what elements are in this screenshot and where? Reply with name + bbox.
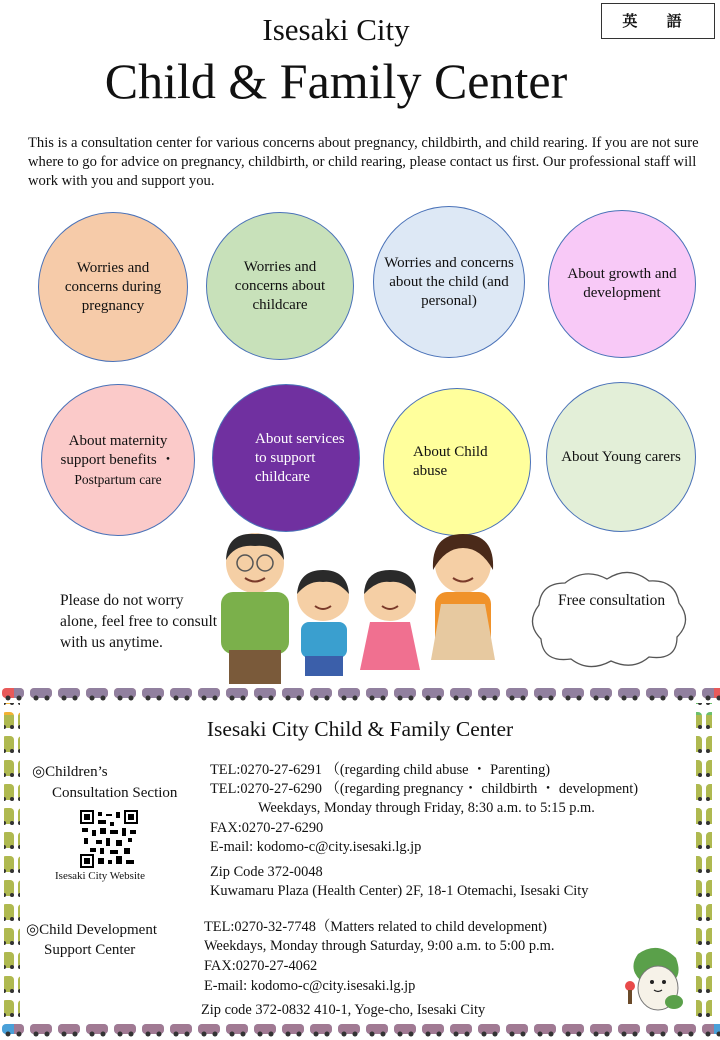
topic-abuse-label: About Child abuse bbox=[413, 444, 488, 479]
section2-fax: FAX:0270-27-4062 bbox=[204, 958, 318, 974]
topic-services bbox=[212, 384, 360, 532]
topic-carers-label: About Young carers bbox=[561, 448, 681, 465]
section1-zip: Zip Code 372-0048 bbox=[210, 864, 323, 880]
section1-name-line1: ◎Children’s bbox=[32, 764, 108, 780]
section2-hours: Weekdays, Monday through Saturday, 9:00 a.m. to 5:00 p.m. bbox=[204, 938, 555, 954]
section1-tel1: TEL:0270-27-6291 （(regarding child abuse ・ Parenting) bbox=[210, 762, 551, 778]
section1-tel2: TEL:0270-27-6290 （(regarding pregnancy・ childbirth ・ development) bbox=[210, 781, 639, 797]
speech-cloud bbox=[525, 565, 695, 675]
topic-services-label: About services to support childcare bbox=[255, 430, 345, 485]
topic-pregnancy bbox=[38, 212, 188, 362]
section1-fax: FAX:0270-27-6290 bbox=[210, 820, 324, 836]
topic-child-personal-label: Worries and concerns about the child (and personal) bbox=[384, 254, 514, 309]
topic-carers bbox=[546, 382, 696, 532]
topic-child-personal bbox=[373, 206, 525, 358]
page-subtitle: Isesaki City bbox=[262, 12, 410, 47]
topic-childcare-label: Worries and concerns about childcare bbox=[234, 258, 326, 313]
support-message: Please do not worry alone, feel free to consult with us anytime. bbox=[60, 592, 218, 651]
page-title: Child & Family Center bbox=[104, 53, 568, 109]
section2-name-line2: Support Center bbox=[44, 942, 136, 958]
topic-maternity bbox=[41, 384, 195, 536]
topic-growth bbox=[548, 210, 696, 358]
section2-address: Zip code 372-0832 410-1, Yoge-cho, Isesaki City bbox=[201, 1002, 486, 1018]
family-illustration bbox=[205, 530, 525, 690]
topic-childcare bbox=[206, 212, 354, 360]
topic-maternity-label: About maternity support benefits ・ bbox=[60, 432, 176, 468]
topic-growth-label: About growth and development bbox=[567, 266, 677, 301]
topic-abuse bbox=[383, 388, 531, 536]
free-consultation-text: Free consultation bbox=[558, 592, 666, 609]
section1-name-line2: Consultation Section bbox=[52, 785, 178, 801]
section2-tel: TEL:0270-32-7748（Matters related to child development) bbox=[204, 919, 547, 935]
topic-pregnancy-label: Worries and concerns during pregnancy bbox=[64, 259, 162, 314]
section1-email[interactable]: E-mail: kodomo-c@city.isesaki.lg.jp bbox=[210, 839, 422, 855]
contact-title: Isesaki City Child & Family Center bbox=[206, 717, 514, 741]
language-badge: 英 語 bbox=[601, 3, 715, 39]
topic-postpartum-label: Postpartum care bbox=[74, 471, 162, 487]
section1-hours: Weekdays, Monday through Friday, 8:30 a.m. to 5:15 p.m. bbox=[258, 800, 595, 816]
section2-name-line1: ◎Child Development bbox=[26, 922, 157, 938]
qr-caption: Isesaki City Website bbox=[55, 870, 145, 882]
section2-email[interactable]: E-mail: kodomo-c@city.isesaki.lg.jp bbox=[204, 978, 416, 994]
mascot-illustration bbox=[618, 944, 690, 1016]
intro-paragraph: This is a consultation center for various concerns about pregnancy, childbirth, and child rearing. If you are not sure where to go for advice on pregnancy, childbirth, or child rearing, please contact us first. Our professional staff will work with you and support you. bbox=[28, 135, 699, 189]
qr-code[interactable] bbox=[80, 810, 138, 868]
section1-address: Kuwamaru Plaza (Health Center) 2F, 18-1 Otemachi, Isesaki City bbox=[210, 883, 589, 899]
